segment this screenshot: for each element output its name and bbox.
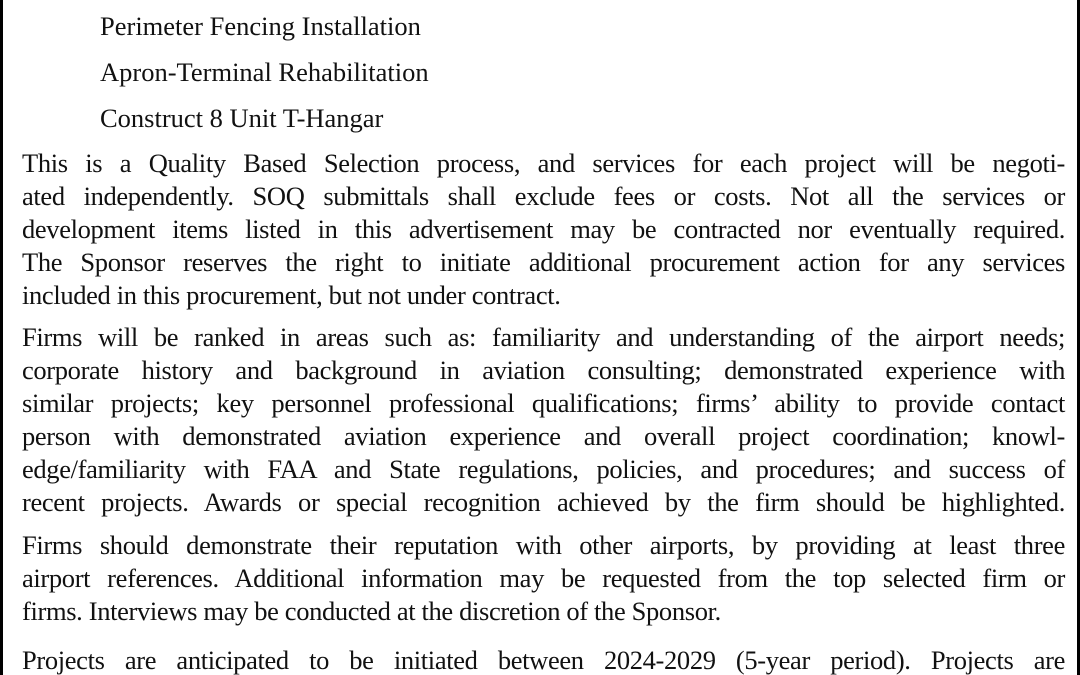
paragraph-line: airport references. Additional information may be requested from the top selected firm or [22,563,1065,593]
paragraph-line: ated independently. SOQ submittals shall exclude fees or costs. Not all the services or [22,181,1065,211]
paragraph-line: similar projects; key personnel professional qualifications; firms’ ability to provide contact [22,388,1065,418]
paragraph-line: person with demonstrated aviation experience and overall project coordination; knowl- [22,421,1065,451]
paragraph-ranking-criteria [22,321,1065,519]
project-item: Perimeter Fencing Installation [100,11,421,41]
paragraph-schedule [22,644,1065,675]
paragraph-line: Projects are anticipated to be initiated between 2024-2029 (5-year period). Projects are [22,645,1065,675]
paragraph-line: This is a Quality Based Selection process, and services for each project will be negoti- [22,148,1065,178]
paragraph-line: recent projects. Awards or special recognition achieved by the firm should be highlighted. [22,487,1065,517]
paragraph-line: included in this procurement, but not under contract. [22,280,561,310]
paragraph-selection-process [22,147,1065,312]
paragraph-line: firms. Interviews may be conducted at the discretion of the Sponsor. [22,596,721,626]
project-item: Construct 8 Unit T-Hangar [100,103,384,133]
paragraph-references [22,529,1065,628]
paragraph-line: corporate history and background in aviation consulting; demonstrated experience with [22,355,1065,385]
paragraph-line: Firms should demonstrate their reputation with other airports, by providing at least three [22,530,1065,560]
paragraph-line: development items listed in this advertisement may be contracted nor eventually required. [22,214,1065,244]
project-item: Apron-Terminal Rehabilitation [100,57,429,87]
paragraph-line: Firms will be ranked in areas such as: familiarity and understanding of the airport needs; [22,322,1065,352]
paragraph-line: The Sponsor reserves the right to initiate additional procurement action for any services [22,247,1065,277]
paragraph-line: edge/familiarity with FAA and State regulations, policies, and procedures; and success of [22,454,1065,484]
